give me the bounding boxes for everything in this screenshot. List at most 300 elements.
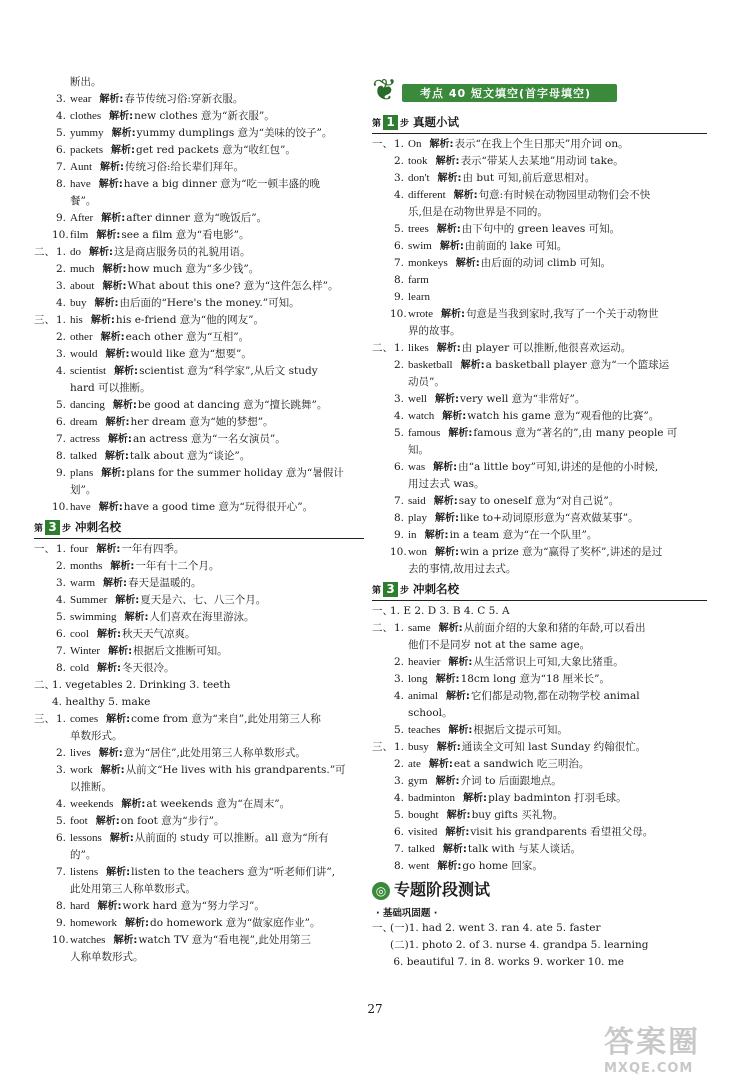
- analysis-label: 解析:: [104, 451, 129, 462]
- analysis-text: 从前文“He lives with his grandparents.”可: [125, 764, 346, 776]
- continuation-line: 乐,但是在动物世界是不同的。: [408, 206, 548, 218]
- section-marker: 二、: [372, 342, 393, 354]
- item-number: 2.: [55, 560, 66, 572]
- analysis-label: 解析:: [98, 748, 123, 759]
- analysis-text: 表示“在我上个生日那天”用介词 on。: [454, 138, 629, 150]
- item-number: 1.: [393, 342, 404, 354]
- answer-line: [372, 954, 707, 971]
- answer-word: likes: [408, 342, 429, 354]
- answer-entry: [34, 176, 364, 193]
- answer-entry: [34, 414, 364, 431]
- analysis-text: 从生活常识上可知,大象比猪重。: [473, 656, 624, 668]
- item-number: 6.: [393, 461, 404, 473]
- left-column: [34, 74, 364, 966]
- analysis-text: yummy dumplings 意为“美味的饺子”。: [136, 127, 333, 139]
- answer-word: took: [408, 155, 428, 167]
- answer-entry: [34, 125, 364, 142]
- analysis-label: 解析:: [96, 544, 121, 555]
- analysis-label: 解析:: [115, 595, 140, 606]
- continuation-line: 去的事情,故用过去式。: [408, 563, 517, 575]
- analysis-text: on foot 意为“步行”。: [120, 815, 225, 827]
- analysis-text: What about this one? 意为“这件怎么样”。: [127, 280, 339, 292]
- item-number: 7.: [55, 161, 66, 173]
- continuation-line: school。: [408, 707, 453, 719]
- answer-entry: [372, 858, 707, 875]
- answer-word: about: [70, 280, 95, 292]
- analysis-text: do homework 意为“做家庭作业”。: [150, 917, 321, 929]
- item-number: 7.: [55, 866, 66, 878]
- answer-entry: [372, 136, 707, 153]
- item-number: 6.: [393, 240, 404, 252]
- answer-word: teaches: [408, 724, 441, 736]
- item-number: 2.: [393, 359, 404, 371]
- analysis-text: 人们喜欢在海里游泳。: [149, 611, 255, 623]
- answer-entry: [34, 329, 364, 346]
- analysis-text: 18cm long 意为“18 厘米长”。: [460, 673, 611, 685]
- answer-word: watches: [70, 934, 106, 946]
- analysis-text: 从前面的 study 可以推断。all 意为“所有: [134, 832, 329, 844]
- analysis-label: 解析:: [435, 776, 460, 787]
- analysis-text: 表示“带某人去某地”用动词 take。: [460, 155, 624, 167]
- answer-word: cool: [70, 628, 89, 640]
- answer-entry: [372, 510, 707, 527]
- analysis-text: 根据后文提示可知。: [473, 724, 568, 736]
- analysis-label: 解析:: [110, 561, 135, 572]
- answer-word: actress: [70, 433, 100, 445]
- answer-word: different: [408, 189, 446, 201]
- answer-entry: [34, 660, 364, 677]
- analysis-label: 解析:: [463, 793, 488, 804]
- answer-word: wrote: [408, 308, 434, 320]
- analysis-label: 解析:: [453, 190, 478, 201]
- answer-word: ate: [408, 758, 421, 770]
- analysis-text: work hard 意为“努力学习”。: [122, 900, 265, 912]
- step-suffix: 步: [400, 118, 410, 129]
- step-prefix: 第: [372, 118, 382, 129]
- analysis-label: 解析:: [448, 657, 473, 668]
- continuation-line: 界的故事。: [408, 325, 461, 337]
- analysis-text: 由 but 可知,前后意思相对。: [462, 172, 596, 184]
- analysis-text: have a big dinner 意为“吃一顿丰盛的晚: [123, 178, 321, 190]
- step-heading: [34, 519, 364, 537]
- analysis-label: 解析:: [105, 349, 130, 360]
- answer-entry: [372, 391, 707, 408]
- item-number: 3.: [55, 280, 66, 292]
- analysis-label: 解析:: [448, 725, 473, 736]
- step-number: 3: [45, 520, 60, 535]
- analysis-text: 这是商店服务员的礼貌用语。: [114, 246, 251, 258]
- analysis-text: 根据后文推断可知。: [133, 645, 228, 657]
- item-number: 3.: [55, 348, 66, 360]
- answer-line: [372, 937, 707, 954]
- step-number: 1: [383, 115, 398, 130]
- answer-entry: [372, 408, 707, 425]
- continuation-line: 动员”。: [408, 376, 445, 388]
- answer-word: would: [70, 348, 98, 360]
- analysis-label: 解析:: [90, 315, 115, 326]
- answer-entry: [34, 796, 364, 813]
- answer-word: cold: [70, 662, 89, 674]
- answer-entry: [34, 609, 364, 626]
- analysis-label: 解析:: [105, 417, 130, 428]
- analysis-text: would like 意为“想要”。: [130, 348, 252, 360]
- answer-entry: [34, 813, 364, 830]
- answer-entry: [34, 346, 364, 363]
- answer-word: badminton: [408, 792, 456, 804]
- answer-entry: [372, 289, 707, 306]
- answer-entry: [372, 620, 707, 637]
- answer-word: famous: [408, 427, 441, 439]
- answer-word: dancing: [70, 399, 105, 411]
- analysis-label: 解析:: [433, 462, 458, 473]
- analysis-label: 解析:: [125, 918, 150, 929]
- analysis-label: 解析:: [441, 309, 466, 320]
- analysis-label: 解析:: [110, 145, 135, 156]
- page-number: 27: [367, 1002, 383, 1016]
- section-marker: 一、: [372, 922, 393, 934]
- step-title: 真题小试: [413, 115, 460, 129]
- step-heading: [372, 114, 707, 132]
- answer-word: Aunt: [70, 161, 92, 173]
- item-number: 6.: [55, 144, 66, 156]
- step-prefix: 第: [34, 523, 44, 534]
- analysis-text: 传统习俗:给长辈们拜年。: [125, 161, 245, 173]
- item-number: 3.: [393, 393, 404, 405]
- analysis-label: 解析:: [433, 496, 458, 507]
- item-number: 3.: [55, 764, 66, 776]
- analysis-label: 解析:: [455, 258, 480, 269]
- answer-entry: [372, 493, 707, 510]
- answer-word: don't: [408, 172, 430, 184]
- answer-word: foot: [70, 815, 88, 827]
- analysis-text: visit his grandparents 看望祖父母。: [470, 826, 654, 838]
- answer-word: busy: [408, 741, 429, 753]
- continuation-line: 餐”。: [70, 195, 97, 207]
- answer-word: basketball: [408, 359, 453, 371]
- answer-entry: [372, 272, 707, 289]
- analysis-text: 句意是当我到家时,我写了一个关于动物世: [466, 308, 659, 320]
- answer-entry: [34, 431, 364, 448]
- watermark-url: MXQE.COM: [604, 1061, 694, 1076]
- analysis-label: 解析:: [445, 827, 470, 838]
- continuation-line: 他们不是同岁 not at the same age。: [408, 639, 591, 651]
- analysis-label: 解析:: [424, 530, 449, 541]
- answer-entry: [372, 340, 707, 357]
- answer-word: buy: [70, 297, 87, 309]
- item-number: 1.: [55, 246, 66, 258]
- answer-entry: [34, 745, 364, 762]
- analysis-label: 解析:: [106, 867, 131, 878]
- analysis-label: 解析:: [435, 156, 460, 167]
- analysis-text: 它们都是动物,都在动物学校 animal: [470, 690, 640, 702]
- item-number: 9.: [393, 529, 404, 541]
- analysis-text: 介词 to 后面跟地点。: [460, 775, 562, 787]
- analysis-label: 解析:: [435, 674, 460, 685]
- item-number: 9.: [55, 917, 66, 929]
- answer-entry: [34, 261, 364, 278]
- analysis-label: 解析:: [448, 428, 473, 439]
- analysis-label: 解析:: [98, 179, 123, 190]
- analysis-text: go home 回家。: [462, 860, 543, 872]
- item-number: 8.: [393, 274, 404, 286]
- analysis-text: at weekends 意为“在周末”。: [146, 798, 291, 810]
- answer-word: have: [70, 501, 91, 513]
- answer-word: four: [70, 543, 89, 555]
- answer-entry: [34, 91, 364, 108]
- analysis-text: his e-friend 意为“他的网友”。: [115, 314, 264, 326]
- answer-entry: [372, 459, 707, 476]
- stage-test-title: 专题阶段测试: [394, 880, 491, 899]
- answer-line: [34, 694, 364, 711]
- item-number: 1.: [393, 741, 404, 753]
- analysis-label: 解析:: [437, 861, 462, 872]
- item-number: 4.: [393, 410, 404, 422]
- answer-entry: [34, 626, 364, 643]
- answer-entry: [34, 448, 364, 465]
- answer-list: (一)1. had 2. went 3. ran 4. ate 5. faster: [390, 922, 601, 934]
- item-number: 5.: [55, 127, 66, 139]
- answer-word: talked: [408, 843, 435, 855]
- answer-word: in: [408, 529, 417, 541]
- item-number: 4.: [55, 110, 66, 122]
- continuation-line: 人称单数形式。: [70, 951, 144, 963]
- answer-word: was: [408, 461, 426, 473]
- analysis-text: 由后面的动词 climb 可知。: [480, 257, 612, 269]
- answer-entry: [34, 558, 364, 575]
- item-number: 7.: [55, 433, 66, 445]
- continuation-line: 划”。: [70, 484, 97, 496]
- analysis-text: come from 意为“来自”,此处用第三人称: [131, 713, 321, 725]
- answer-entry: [372, 824, 707, 841]
- answer-entry: [372, 238, 707, 255]
- answer-word: his: [70, 314, 83, 326]
- answer-word: heavier: [408, 656, 441, 668]
- analysis-label: 解析:: [100, 765, 125, 776]
- analysis-label: 解析:: [436, 343, 461, 354]
- right-column: [372, 74, 707, 971]
- item-number: 9.: [393, 291, 404, 303]
- answer-word: monkeys: [408, 257, 448, 269]
- answer-word: film: [70, 229, 89, 241]
- item-number: 1.: [393, 622, 404, 634]
- analysis-label: 解析:: [436, 224, 461, 235]
- analysis-text: a basketball player 意为“一个篮球运: [485, 359, 670, 371]
- answer-word: bought: [408, 809, 439, 821]
- analysis-label: 解析:: [434, 547, 459, 558]
- answer-word: plans: [70, 467, 94, 479]
- answer-entry: [372, 425, 707, 442]
- analysis-label: 解析:: [436, 742, 461, 753]
- answer-word: learn: [408, 291, 430, 303]
- item-number: 2.: [55, 331, 66, 343]
- answer-entry: [34, 711, 364, 728]
- analysis-text: each other 意为“互相”。: [125, 331, 250, 343]
- analysis-text: how much 意为“多少钱”。: [127, 263, 260, 275]
- answer-list: 6. beautiful 7. in 8. works 9. worker 10. me: [390, 956, 624, 968]
- continuation-line: 此处用第三人称单数形式。: [70, 883, 196, 895]
- answer-entry: [34, 575, 364, 592]
- item-number: 5.: [393, 809, 404, 821]
- item-number: 8.: [55, 178, 66, 190]
- item-number: 5.: [393, 724, 404, 736]
- item-number: 5.: [55, 815, 66, 827]
- continuation-line: 用过去式 was。: [408, 478, 485, 490]
- item-number: 6.: [55, 832, 66, 844]
- step-rule: [372, 133, 707, 134]
- analysis-label: 解析:: [439, 241, 464, 252]
- item-number: 1.: [393, 138, 404, 150]
- item-number: 3.: [393, 172, 404, 184]
- answer-entry: [34, 397, 364, 414]
- analysis-label: 解析:: [109, 833, 134, 844]
- item-number: 8.: [55, 662, 66, 674]
- analysis-text: see a film 意为“看电影”。: [121, 229, 250, 241]
- answer-word: listens: [70, 866, 99, 878]
- item-number: 10.: [52, 501, 69, 513]
- leaf-icon: ❦: [372, 73, 398, 108]
- section-marker: 三、: [34, 314, 55, 326]
- item-number: 3.: [55, 93, 66, 105]
- analysis-text: 由下句中的 green leaves 可知。: [461, 223, 621, 235]
- item-number: 1.: [55, 543, 66, 555]
- answer-entry: [372, 654, 707, 671]
- answer-word: same: [408, 622, 431, 634]
- step-title: 冲刺名校: [413, 582, 460, 596]
- answer-entry: [372, 187, 707, 204]
- answer-word: warm: [70, 577, 96, 589]
- answer-entry: [34, 864, 364, 881]
- analysis-text: eat a sandwich 吃三明治。: [453, 758, 590, 770]
- analysis-label: 解析:: [442, 844, 467, 855]
- analysis-text: buy gifts 买礼物。: [471, 809, 564, 821]
- analysis-label: 解析:: [109, 111, 134, 122]
- answer-entry: [372, 357, 707, 374]
- answer-word: animal: [408, 690, 438, 702]
- item-number: 3.: [55, 577, 66, 589]
- analysis-label: 解析:: [102, 281, 127, 292]
- answer-word: months: [70, 560, 103, 572]
- item-number: 6.: [55, 416, 66, 428]
- answer-entry: [372, 841, 707, 858]
- item-number: 7.: [55, 645, 66, 657]
- step-rule: [372, 600, 707, 601]
- answer-entry: [372, 722, 707, 739]
- analysis-text: very well 意为“非常好”。: [459, 393, 586, 405]
- analysis-text: watch his game 意为“观看他的比赛”。: [467, 410, 660, 422]
- analysis-text: 冬天很冷。: [121, 662, 175, 674]
- stage-test-heading: [372, 879, 707, 901]
- answer-word: farm: [408, 274, 429, 286]
- analysis-label: 解析:: [99, 94, 124, 105]
- answer-list: (二)1. photo 2. of 3. nurse 4. grandpa 5. learning: [390, 939, 649, 951]
- answer-word: talked: [70, 450, 97, 462]
- answer-entry: [372, 773, 707, 790]
- answer-word: much: [70, 263, 95, 275]
- answer-word: weekends: [70, 798, 114, 810]
- answer-entry: [34, 898, 364, 915]
- analysis-label: 解析:: [121, 799, 146, 810]
- section-marker: 一、: [34, 543, 55, 555]
- analysis-label: 解析:: [428, 759, 453, 770]
- step-title: 冲刺名校: [75, 520, 122, 534]
- answer-entry: [34, 499, 364, 516]
- item-number: 4.: [393, 792, 404, 804]
- analysis-text: play badminton 打羽毛球。: [488, 792, 627, 804]
- tail-body: [372, 920, 707, 971]
- answer-entry: [372, 671, 707, 688]
- analysis-label: 解析:: [445, 691, 470, 702]
- answer-word: swimming: [70, 611, 117, 623]
- answer-entry: [34, 312, 364, 329]
- analysis-label: 解析:: [96, 230, 121, 241]
- analysis-text: get red packets 意为“收红包”。: [135, 144, 296, 156]
- item-number: 2.: [393, 155, 404, 167]
- answer-entry: [34, 210, 364, 227]
- item-number: 10.: [390, 546, 407, 558]
- analysis-label: 解析:: [96, 629, 121, 640]
- answer-word: other: [70, 331, 93, 343]
- answer-entry: [372, 688, 707, 705]
- answer-entry: [372, 756, 707, 773]
- analysis-text: like to+动词原形意为“喜欢做某事”。: [459, 512, 639, 524]
- item-number: 10.: [52, 934, 69, 946]
- analysis-text: 从前面介绍的大象和猪的年龄,可以看出: [463, 622, 646, 634]
- answer-word: said: [408, 495, 426, 507]
- item-number: 10.: [390, 308, 407, 320]
- continuation-line: 以推断。: [70, 781, 112, 793]
- answer-word: clothes: [70, 110, 102, 122]
- answer-line: [34, 677, 364, 694]
- analysis-text: say to oneself 意为“对自己说”。: [458, 495, 620, 507]
- analysis-text: 句意:有时候在动物园里动物们会不快: [478, 189, 651, 201]
- answer-entry: [34, 363, 364, 380]
- analysis-text: after dinner 意为“晚饭后”。: [126, 212, 268, 224]
- answer-entry: [34, 159, 364, 176]
- answer-word: yummy: [70, 127, 104, 139]
- analysis-label: 解析:: [111, 128, 136, 139]
- section-marker: 一、: [372, 138, 393, 150]
- analysis-text: 一年有十二个月。: [135, 560, 220, 572]
- answer-word: work: [70, 764, 93, 776]
- analysis-text: scientist 意为“科学家”,从后文 study: [139, 365, 318, 377]
- answer-word: watch: [408, 410, 435, 422]
- analysis-text: talk about 意为“谈论”。: [129, 450, 251, 462]
- answer-entry: [34, 541, 364, 558]
- analysis-text: an actress 意为“一名女演员”。: [132, 433, 286, 445]
- answer-word: scientist: [70, 365, 107, 377]
- item-number: 5.: [393, 427, 404, 439]
- item-number: 3.: [393, 775, 404, 787]
- analysis-label: 解析:: [429, 139, 454, 150]
- continuation-line: 单数形式。: [70, 730, 123, 742]
- analysis-label: 解析:: [100, 162, 124, 173]
- analysis-text: famous 意为“著名的”,由 many people 可: [473, 427, 678, 439]
- item-number: 8.: [393, 512, 404, 524]
- analysis-text: win a prize 意为“赢得了奖杯”,讲述的是过: [459, 546, 663, 558]
- globe-icon: ◎: [372, 882, 390, 900]
- analysis-label: 解析:: [114, 366, 139, 377]
- item-number: 2.: [393, 758, 404, 770]
- analysis-text: listen to the teachers 意为“听老师们讲”,: [131, 866, 336, 878]
- analysis-label: 解析:: [437, 173, 462, 184]
- analysis-label: 解析:: [434, 513, 459, 524]
- answer-word: do: [70, 246, 81, 258]
- analysis-text: new clothes 意为“新衣服”。: [134, 110, 275, 122]
- analysis-text: 由后面的“Here's the money.”可知。: [119, 297, 300, 309]
- item-number: 7.: [393, 257, 404, 269]
- item-number: 6.: [55, 628, 66, 640]
- analysis-text: 由 player 可以推断,他很喜欢运动。: [461, 342, 632, 354]
